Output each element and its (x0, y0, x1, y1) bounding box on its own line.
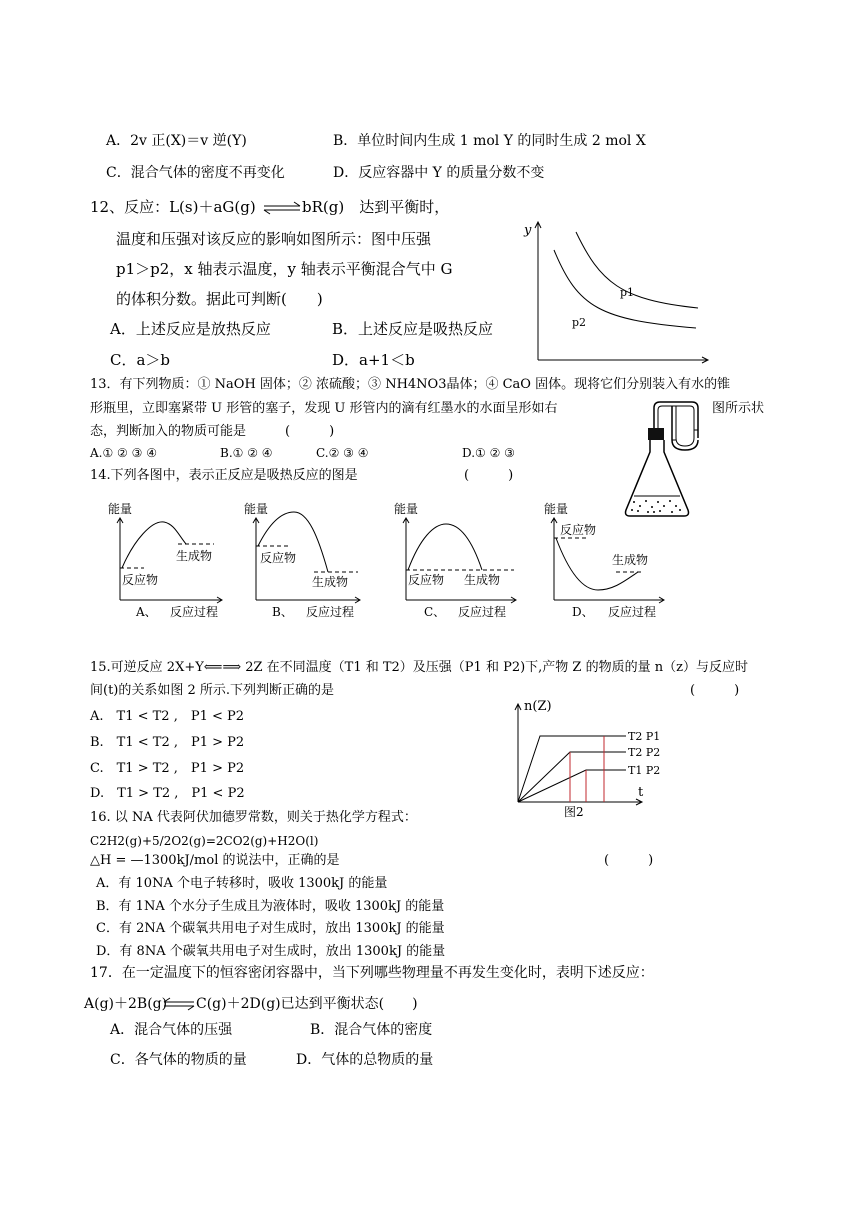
q16-paren: ( ) (604, 853, 654, 868)
q17-eq-post: C(g)＋2D(g)已达到平衡状态( ) (196, 996, 418, 1012)
q13-line1: 13．有下列物质：① NaOH 固体；② 浓硫酸；③ NH4NO3晶体；④ CaO 固体。现将它们分别装入有水的锥 (90, 377, 731, 392)
q17-option-d: D．气体的总物质的量 (296, 1052, 434, 1068)
q12-graph (520, 212, 710, 364)
svg-text:反应物: 反应物 (122, 573, 159, 587)
svg-text:反应过程: 反应过程 (608, 605, 657, 619)
svg-text:生成物: 生成物 (612, 553, 649, 567)
q13-line2a: 形瓶里，立即塞紧带 U 形管的塞子，发现 U 形管内的滴有红墨水的水面呈形如右 (90, 401, 558, 416)
q16-line3: △H = —1300kJ/mol 的说法中，正确的是 (90, 853, 340, 868)
q15-y-label: n(Z) (524, 699, 552, 714)
equilibrium-arrow-icon (264, 201, 302, 215)
svg-text:反应过程: 反应过程 (306, 605, 355, 619)
q15-caption: 图2 (564, 805, 584, 819)
q12-line4: 的体积分数。据此可判断( ) (116, 290, 323, 308)
q16-equation: C2H2(g)+5/2O2(g)=2CO2(g)+H2O(l) (90, 834, 319, 848)
q13-option-b: B.① ② ④ (220, 446, 273, 460)
svg-text:反应物: 反应物 (260, 551, 297, 565)
q14-diagram-a (104, 500, 224, 620)
svg-text:能量: 能量 (244, 502, 269, 516)
svg-text:反应物: 反应物 (408, 573, 445, 587)
q12-p2-label: p2 (572, 316, 587, 329)
svg-text:T2 P2: T2 P2 (628, 746, 661, 759)
q15-option-d: D. T1 > T2 , P1 < P2 (90, 786, 245, 801)
svg-text:B、: B、 (272, 605, 293, 619)
q17-eq-pre: A(g)＋2B(g) (84, 996, 168, 1012)
q14-diagram-b (242, 500, 362, 620)
svg-text:反应物: 反应物 (560, 523, 597, 537)
svg-text:T1 P2: T1 P2 (628, 764, 661, 777)
q13-line3: 态，判断加入的物质可能是 ( ) (90, 424, 335, 439)
q12-stem-pre: 12、反应：L(s)＋aG(g) (90, 198, 256, 216)
q12-line2: 温度和压强对该反应的影响如图所示：图中压强 (116, 230, 432, 248)
q15-line-t2p1 (518, 736, 626, 802)
q12-option-a: A．上述反应是放热反应 (110, 320, 271, 338)
q15-option-a: A. T1 < T2 , P1 < P2 (90, 709, 245, 724)
svg-text:反应过程: 反应过程 (458, 605, 507, 619)
q14-diagram-d (542, 500, 666, 620)
q16-option-a: A．有 10NA 个电子转移时，吸收 1300kJ 的能量 (96, 876, 388, 891)
svg-text:能量: 能量 (544, 502, 569, 516)
svg-text:D、: D、 (572, 605, 594, 619)
svg-text:生成物: 生成物 (176, 549, 213, 563)
q13-option-c: C.② ③ ④ (316, 446, 369, 460)
q16-option-d: D．有 8NA 个碳氧共用电子对生成时，放出 1300kJ 的能量 (96, 944, 446, 959)
q16-option-b: B．有 1NA 个水分子生成且为液体时，吸收 1300kJ 的能量 (96, 899, 445, 914)
q15-line1: 15.可逆反应 2X+Y⟸⟹ 2Z 在不同温度（T1 和 T2）及压强（P1 和 P2)下,产物 Z 的物质的量 n（z）与反应时 (90, 660, 748, 675)
q11-option-c: C．混合气体的密度不再变化 (106, 165, 285, 181)
svg-text:T2 P1: T2 P1 (628, 730, 661, 743)
q13-option-d: D.① ② ③ (462, 446, 515, 460)
equilibrium-arrow-icon (164, 997, 196, 1011)
q14-paren: ( ) (464, 468, 514, 483)
q12-option-d: D．a+1＜b (332, 351, 415, 369)
q16-option-c: C．有 2NA 个碳氧共用电子对生成时，放出 1300kJ 的能量 (96, 921, 445, 936)
q12-stem-post: bR(g) 达到平衡时， (302, 198, 450, 216)
q15-option-b: B. T1 < T2 , P1 > P2 (90, 735, 245, 750)
svg-text:C、: C、 (424, 605, 446, 619)
q17-option-c: C．各气体的物质的量 (110, 1052, 247, 1068)
svg-text:生成物: 生成物 (464, 573, 501, 587)
q12-curve-p1 (576, 232, 698, 308)
q14-stem: 14.下列各图中，表示正反应是吸热反应的图是 (90, 468, 358, 483)
q11-option-d: D．反应容器中 Y 的质量分数不变 (333, 165, 545, 181)
q12-option-c: C．a＞b (110, 351, 171, 369)
q15-paren: ( ) (690, 683, 740, 698)
q12-line3: p1＞p2，x 轴表示温度，y 轴表示平衡混合气中 G (116, 260, 453, 278)
svg-text:反应过程: 反应过程 (170, 605, 219, 619)
q12-option-b: B．上述反应是吸热反应 (332, 320, 494, 338)
energy-label: 能量 (108, 502, 133, 516)
q17-line1: 17．在一定温度下的恒容密闭容器中，当下列哪些物理量不再发生变化时，表明下述反应： (90, 965, 654, 981)
svg-text:A、: A、 (136, 605, 157, 619)
q12-p1-label: p1 (620, 286, 635, 299)
q11-option-b: B．单位时间内生成 1 mol Y 的同时生成 2 mol X (333, 133, 646, 149)
q15-x-label: t (638, 785, 644, 800)
q16-line1: 16. 以 NA 代表阿伏加德罗常数，则关于热化学方程式： (90, 810, 417, 825)
q11-option-a: A．2v 正(X)＝v 逆(Y) (106, 133, 247, 149)
q14-diagram-c (394, 500, 518, 620)
q15-graph (500, 692, 661, 822)
q17-option-a: A．混合气体的压强 (110, 1022, 233, 1038)
q15-option-c: C. T1 > T2 , P1 > P2 (90, 761, 245, 776)
q13-option-a: A.① ② ③ ④ (90, 446, 157, 460)
q13-line2b: 图所示状 (712, 401, 765, 416)
q17-option-b: B．混合气体的密度 (310, 1022, 433, 1038)
svg-text:能量: 能量 (394, 502, 419, 516)
q12-y-label: y (524, 223, 532, 238)
q15-line2: 间(t)的关系如图 2 所示.下列判断正确的是 (90, 683, 335, 698)
svg-text:生成物: 生成物 (312, 575, 349, 589)
